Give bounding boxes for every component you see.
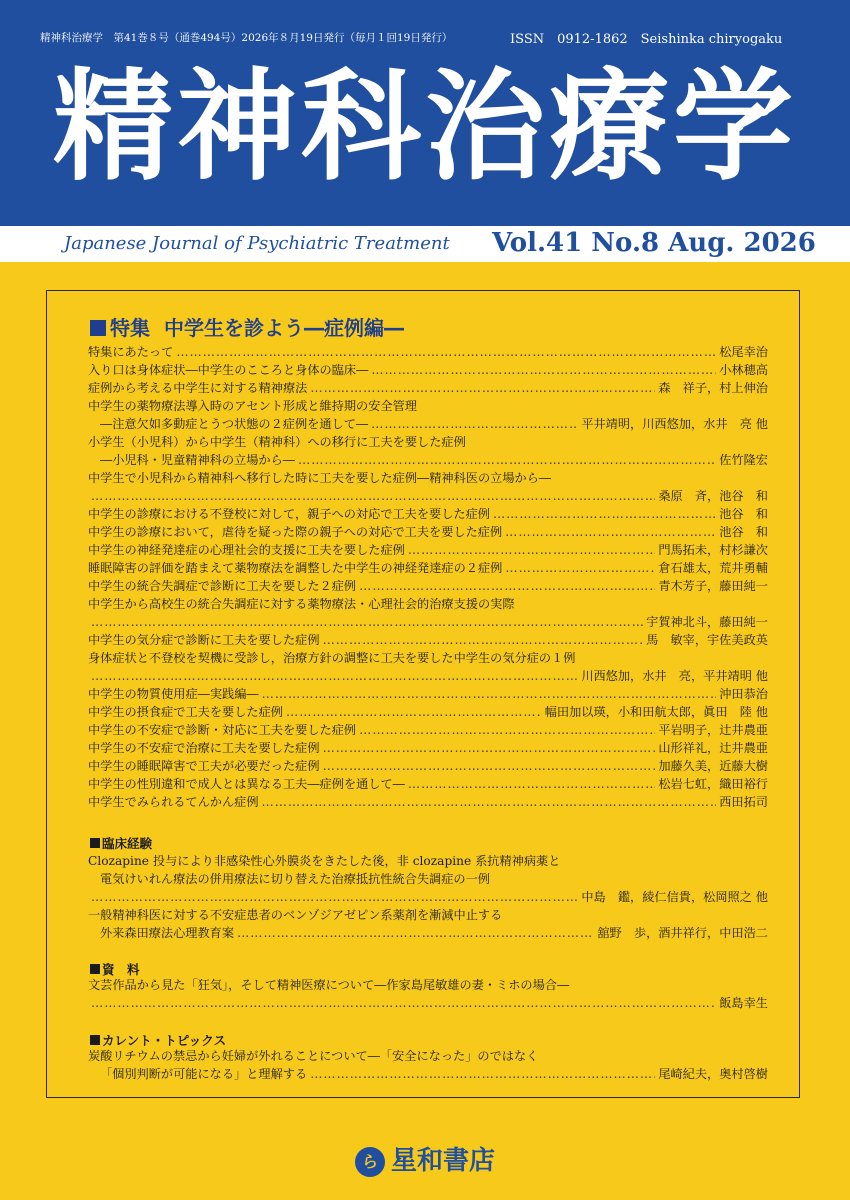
toc-entry bbox=[88, 721, 768, 739]
toc-entry-title: 小学生（小児科）から中学生（精神科）への移行に工夫を要した症例 bbox=[88, 435, 466, 449]
leader-dots bbox=[323, 631, 644, 649]
leader-dots bbox=[408, 541, 655, 559]
leader-dots bbox=[371, 361, 716, 379]
toc-entry-author: 池谷 和 bbox=[719, 525, 768, 539]
toc-entry-title: 中学生の診療において，虐待を疑った際の親子への対応で工夫を要した症例 bbox=[88, 525, 503, 539]
leader-dots bbox=[323, 739, 656, 757]
toc-entry bbox=[88, 451, 768, 469]
toc-entry bbox=[88, 595, 768, 613]
toc-entry-author: 飯島幸生 bbox=[719, 996, 768, 1010]
toc-entry-author: 川西悠加，水井 亮，平井靖明 他 bbox=[581, 669, 768, 683]
toc-entry-author: 佐竹隆宏 bbox=[719, 453, 768, 467]
toc-entry-title: 中学生の不安症で治療に工夫を要した症例 bbox=[88, 741, 320, 755]
toc-entry bbox=[88, 703, 768, 721]
leader-dots bbox=[505, 523, 716, 541]
toc-entry-title: 炭酸リチウムの禁忌から妊婦が外れることについて―「安全になった」のではなく bbox=[88, 1049, 539, 1063]
toc-entry bbox=[88, 906, 768, 924]
toc-entry bbox=[88, 994, 768, 1012]
toc-entry bbox=[88, 559, 768, 577]
toc-entry bbox=[88, 685, 768, 703]
leader-dots bbox=[408, 775, 655, 793]
toc-entry bbox=[88, 852, 768, 870]
leader-dots bbox=[91, 487, 655, 505]
toc-entry-author: 尾崎紀夫，奥村啓樹 bbox=[658, 1067, 768, 1081]
leader-dots bbox=[323, 757, 656, 775]
toc-entry bbox=[88, 924, 768, 942]
toc-entry bbox=[88, 793, 768, 811]
toc-entry-title: 中学生の物質使用症―実践編― bbox=[88, 687, 259, 701]
volume-issue: Vol.41 No.8 Aug. 2026 bbox=[492, 228, 816, 258]
feature-contents bbox=[88, 343, 768, 811]
toc-entry-title: 中学生でみられるてんかん症例 bbox=[88, 795, 259, 809]
leader-dots bbox=[262, 685, 717, 703]
leader-dots bbox=[310, 379, 655, 397]
toc-entry bbox=[88, 888, 768, 906]
toc-entry-title: ―注意欠如多動症とうつ状態の２症例を通して― bbox=[100, 417, 369, 431]
materials-label: 資 料 bbox=[102, 962, 140, 977]
leader-dots bbox=[91, 667, 578, 685]
english-title: Japanese Journal of Psychiatric Treatment bbox=[64, 233, 450, 254]
toc-entry bbox=[88, 1065, 768, 1083]
materials-contents bbox=[88, 976, 768, 1012]
leader-dots bbox=[237, 924, 594, 942]
toc-entry-title: 入り口は身体症状―中学生のこころと身体の臨床― bbox=[88, 363, 369, 377]
toc-entry bbox=[88, 361, 768, 379]
toc-entry-author: 青木芳子，藤田純一 bbox=[658, 579, 768, 593]
toc-entry-title: 中学生の気分症で診断に工夫を要した症例 bbox=[88, 633, 320, 647]
issn-line: ISSN 0912-1862 Seishinka chiryogaku bbox=[510, 32, 783, 47]
toc-entry bbox=[88, 649, 768, 667]
leader-dots bbox=[310, 1065, 655, 1083]
seiwa-logo-icon: ら bbox=[355, 1147, 385, 1177]
toc-entry bbox=[88, 415, 768, 433]
toc-entry bbox=[88, 523, 768, 541]
leader-dots bbox=[91, 994, 716, 1012]
clinical-heading bbox=[90, 834, 152, 852]
toc-entry bbox=[88, 667, 768, 685]
toc-entry-title: 中学生の薬物療法導入時のアセント形成と維持期の安全管理 bbox=[88, 399, 417, 413]
toc-entry bbox=[88, 433, 768, 451]
leader-dots bbox=[91, 613, 643, 631]
toc-entry bbox=[88, 1047, 768, 1065]
toc-entry-title: 中学生の診療における不登校に対して，親子への対応で工夫を要した症例 bbox=[88, 507, 490, 521]
toc-entry bbox=[88, 379, 768, 397]
feature-heading bbox=[90, 312, 404, 341]
toc-entry-title: 中学生の不安症で診断・対応に工夫を要した症例 bbox=[88, 723, 357, 737]
toc-entry-author: 平井靖明，川西悠加，水井 亮 他 bbox=[581, 417, 768, 431]
leader-dots bbox=[359, 577, 655, 595]
toc-entry-title: 中学生の神経発達症の心理社会的支援に工夫を要した症例 bbox=[88, 543, 405, 557]
toc-entry-author: 加藤久美，近藤大樹 bbox=[658, 759, 768, 773]
toc-entry-title: 「個別判断が可能になる」と理解する bbox=[100, 1067, 308, 1081]
toc-entry bbox=[88, 613, 768, 631]
leader-dots bbox=[286, 703, 542, 721]
leader-dots bbox=[91, 888, 578, 906]
toc-entry-author: 馬 敏宰，宇佐美政英 bbox=[646, 633, 768, 647]
toc-entry-title: 中学生の統合失調症で診断に工夫を要した２症例 bbox=[88, 579, 357, 593]
toc-entry-title: 外来森田療法心理教育案 bbox=[100, 926, 235, 940]
toc-entry-author: 森 祥子，村上伸治 bbox=[658, 381, 768, 395]
toc-entry-author: 宇賀神北斗，藤田純一 bbox=[646, 615, 768, 629]
toc-entry-title: 中学生から高校生の統合失調症に対する薬物療法・心理社会的治療支援の実際 bbox=[88, 597, 515, 611]
toc-entry bbox=[88, 505, 768, 523]
publisher bbox=[0, 1140, 850, 1177]
leader-dots bbox=[176, 343, 716, 361]
toc-entry-author: 小林穂高 bbox=[719, 363, 768, 377]
topics-label: カレント・トピックス bbox=[102, 1033, 227, 1048]
leader-dots bbox=[371, 415, 578, 433]
leader-dots bbox=[262, 793, 717, 811]
topics-contents bbox=[88, 1047, 768, 1083]
toc-entry-author: 沖田恭治 bbox=[719, 687, 768, 701]
toc-entry-author: 幅田加以瑛，小和田航太郎，眞田 陸 他 bbox=[544, 705, 768, 719]
toc-entry-author: 中島 鑑，綾仁信貴，松岡照之 他 bbox=[581, 890, 768, 904]
leader-dots bbox=[359, 721, 655, 739]
toc-entry-author: 松岩七虹，織田裕行 bbox=[658, 777, 768, 791]
square-bullet-icon bbox=[90, 320, 106, 336]
toc-entry-title: ―小児科・児童精神科の立場から― bbox=[100, 453, 295, 467]
toc-entry-title: 症例から考える中学生に対する精神療法 bbox=[88, 381, 308, 395]
toc-entry bbox=[88, 870, 768, 888]
toc-entry bbox=[88, 487, 768, 505]
publication-info: 精神科治療学 第41巻８号（通巻494号）2026年８月19日発行（毎月１回19日発行） bbox=[40, 32, 453, 44]
leader-dots bbox=[493, 505, 716, 523]
toc-entry bbox=[88, 631, 768, 649]
toc-entry bbox=[88, 397, 768, 415]
toc-entry-title: 中学生の摂食症で工夫を要した症例 bbox=[88, 705, 283, 719]
toc-entry-author: 平岩明子，辻井農亜 bbox=[658, 723, 768, 737]
toc-entry-title: 中学生で小児科から精神科へ移行した時に工夫を要した症例―精神科医の立場から― bbox=[88, 471, 552, 485]
toc-entry bbox=[88, 577, 768, 595]
toc-entry-title: 電気けいれん療法の併用療法に切り替えた治療抵抗性統合失調症の一例 bbox=[100, 872, 490, 886]
square-bullet-icon bbox=[90, 838, 100, 848]
toc-entry bbox=[88, 775, 768, 793]
feature-label: 特集 bbox=[110, 316, 150, 340]
publisher-name: 星和書店 bbox=[390, 1146, 495, 1176]
square-bullet-icon bbox=[90, 964, 100, 974]
toc-entry-title: 中学生の睡眠障害で工夫が必要だった症例 bbox=[88, 759, 320, 773]
toc-entry-title: 特集にあたって bbox=[88, 345, 174, 359]
toc-entry-author: 桑原 斉，池谷 和 bbox=[658, 489, 768, 503]
toc-entry bbox=[88, 343, 768, 361]
toc-entry-author: 西田拓司 bbox=[719, 795, 768, 809]
toc-entry-author: 門馬拓未，村杉謙次 bbox=[658, 543, 768, 557]
toc-entry bbox=[88, 976, 768, 994]
clinical-contents bbox=[88, 852, 768, 942]
toc-entry bbox=[88, 757, 768, 775]
toc-entry-title: 一般精神科医に対する不安症患者のベンゾジアゼピン系薬剤を漸減中止する bbox=[88, 908, 503, 922]
toc-entry-author: 倉石雄太，荒井勇輔 bbox=[658, 561, 768, 575]
toc-entry-title: Clozapine 投与により非感染性心外膜炎をきたした後，非 clozapine 系抗精神病薬と bbox=[88, 854, 561, 868]
toc-entry-title: 睡眠障害の評価を踏まえて薬物療法を調整した中学生の神経発達症の２症例 bbox=[88, 561, 503, 575]
clinical-label: 臨床経験 bbox=[102, 836, 153, 851]
leader-dots bbox=[505, 559, 655, 577]
leader-dots bbox=[298, 451, 716, 469]
toc-entry-author: 山形祥礼，辻井農亜 bbox=[658, 741, 768, 755]
toc-entry-author: 池谷 和 bbox=[719, 507, 768, 521]
toc-entry bbox=[88, 739, 768, 757]
toc-entry-author: 松尾幸治 bbox=[719, 345, 768, 359]
toc-entry-title: 中学生の性別違和で成人とは異なる工夫―症例を通して― bbox=[88, 777, 405, 791]
toc-entry-title: 文芸作品から見た「狂気」，そして精神医療について―作家島尾敏雄の妻・ミホの場合― bbox=[88, 978, 570, 992]
toc-entry bbox=[88, 469, 768, 487]
toc-entry bbox=[88, 541, 768, 559]
square-bullet-icon bbox=[90, 1035, 100, 1045]
toc-entry-title: 身体症状と不登校を契機に受診し，治療方針の調整に工夫を要した中学生の気分症の１例 bbox=[88, 651, 576, 665]
toc-entry-author: 舘野 歩，酒井祥行，中田浩二 bbox=[597, 926, 768, 940]
journal-title: 精神科治療学 bbox=[53, 58, 797, 197]
feature-topic: 中学生を診よう―症例編― bbox=[164, 316, 404, 340]
